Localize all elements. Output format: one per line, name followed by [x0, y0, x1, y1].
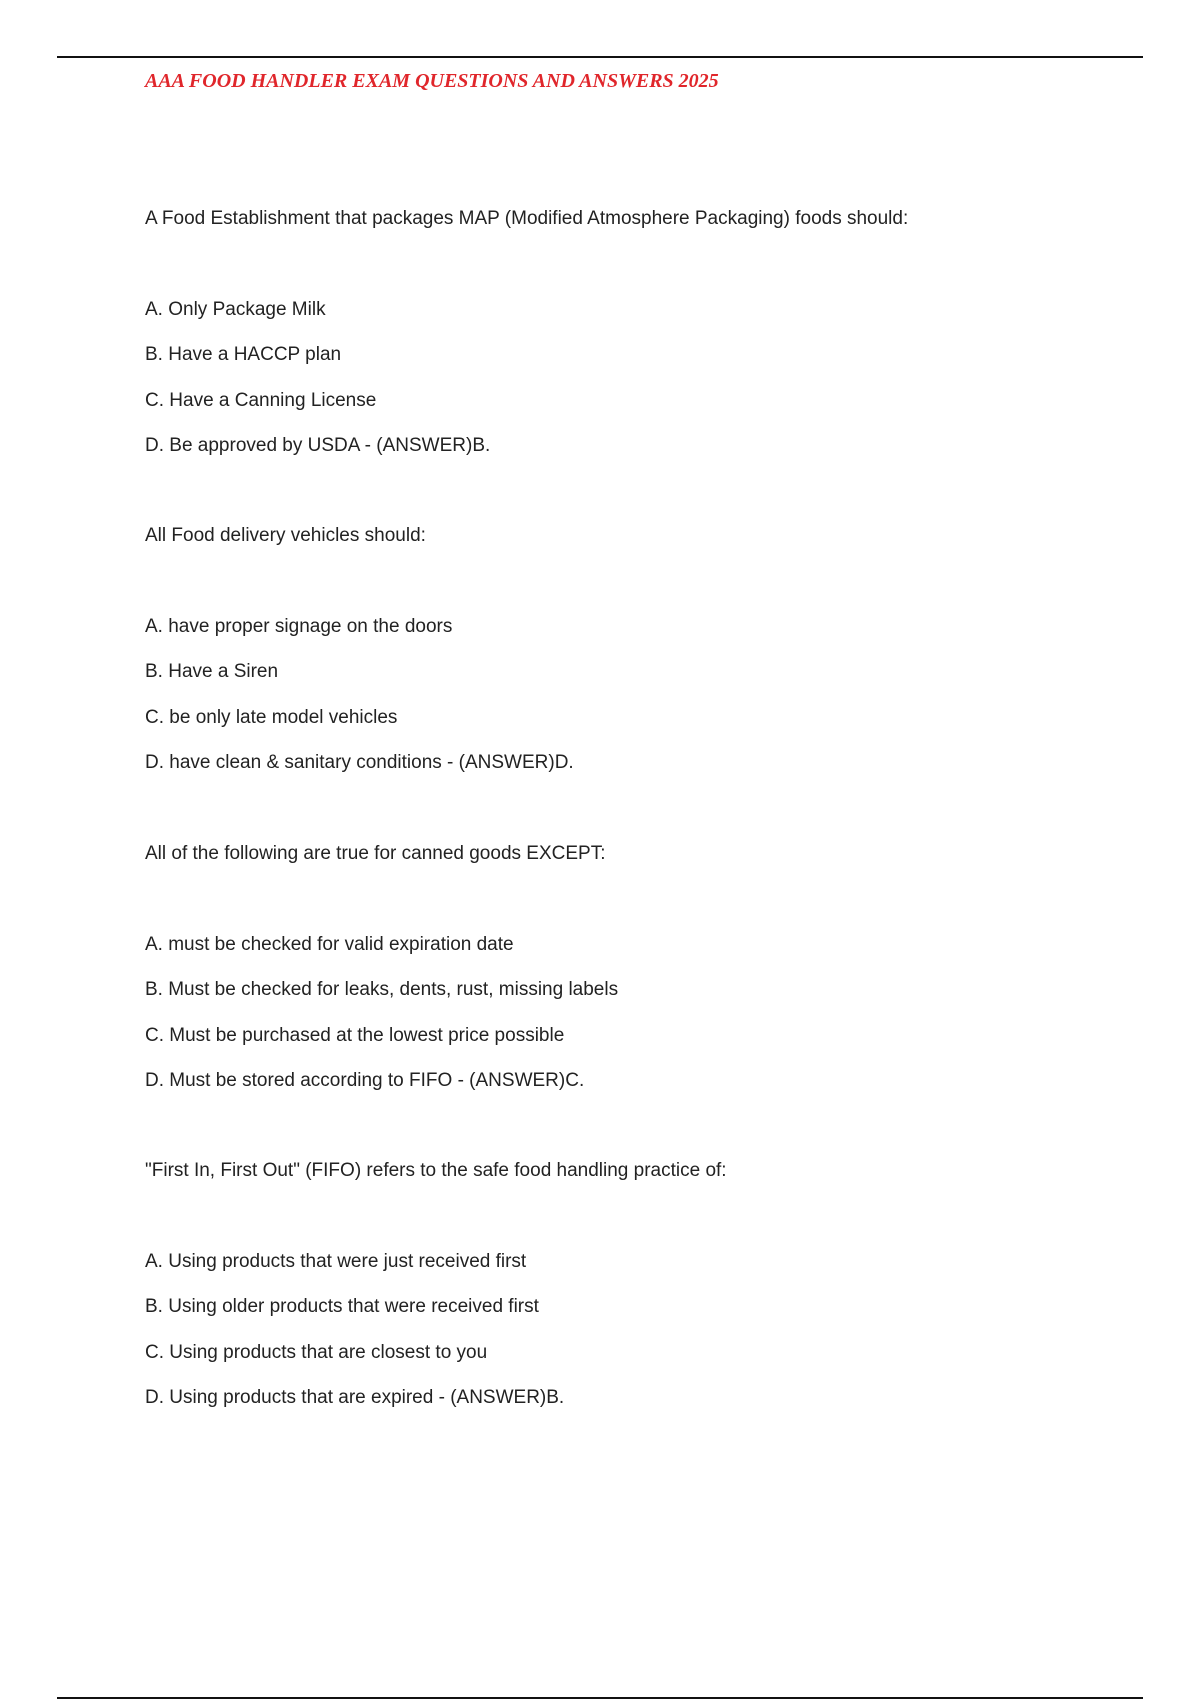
- document-title: AAA FOOD HANDLER EXAM QUESTIONS AND ANSWERS 2025: [145, 70, 719, 92]
- answer-option: D. have clean & sanitary conditions - (ANSWER)D.: [145, 751, 574, 773]
- answer-options: [145, 1250, 564, 1431]
- answer-option: C. be only late model vehicles: [145, 706, 398, 728]
- answer-option: B. Using older products that were received first: [145, 1296, 539, 1318]
- answer-options: [145, 615, 574, 796]
- question-text: All of the following are true for canned goods EXCEPT:: [145, 843, 606, 864]
- answer-options: [145, 933, 618, 1114]
- question-text: All Food delivery vehicles should:: [145, 525, 426, 546]
- answer-option: A. must be checked for valid expiration date: [145, 934, 514, 955]
- answer-option: D. Must be stored according to FIFO - (ANSWER)C.: [145, 1069, 585, 1091]
- answer-option: B. Must be checked for leaks, dents, rust, missing labels: [145, 979, 619, 1001]
- top-rule: [57, 56, 1143, 58]
- answer-option: B. Have a Siren: [145, 661, 279, 683]
- answer-option: C. Must be purchased at the lowest price possible: [145, 1024, 565, 1046]
- answer-option: D. Using products that are expired - (ANSWER)B.: [145, 1386, 565, 1408]
- answer-option: C. Using products that are closest to you: [145, 1341, 488, 1363]
- answer-option: B. Have a HACCP plan: [145, 344, 342, 366]
- answer-options: [145, 298, 490, 479]
- answer-option: A. Using products that were just received first: [145, 1251, 527, 1272]
- question-text: A Food Establishment that packages MAP (Modified Atmosphere Packaging) foods should:: [145, 208, 909, 229]
- answer-option: A. have proper signage on the doors: [145, 616, 453, 637]
- answer-option: A. Only Package Milk: [145, 299, 326, 320]
- answer-option: C. Have a Canning License: [145, 389, 377, 411]
- answer-option: D. Be approved by USDA - (ANSWER)B.: [145, 434, 491, 456]
- bottom-rule: [57, 1697, 1143, 1699]
- question-text: "First In, First Out" (FIFO) refers to the safe food handling practice of:: [145, 1160, 727, 1181]
